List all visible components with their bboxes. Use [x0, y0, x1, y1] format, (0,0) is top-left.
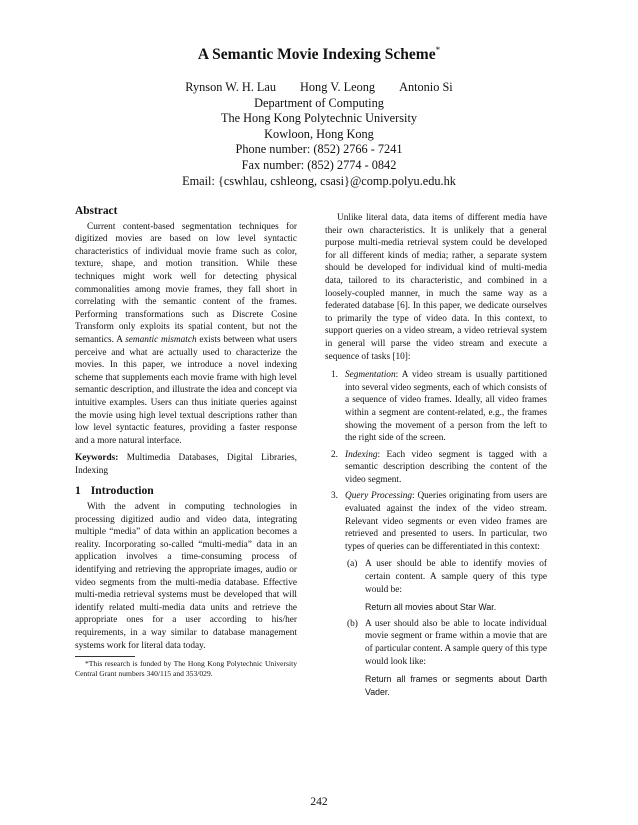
- author-phone: Phone number: (852) 2766 - 7241: [235, 142, 403, 157]
- keywords-label: Keywords:: [75, 453, 119, 464]
- subitem-mark: (a): [347, 559, 358, 570]
- title-text: A Semantic Movie Indexing Scheme: [197, 46, 436, 64]
- author-university: The Hong Kong Polytechnic University: [220, 111, 418, 126]
- right-column: [325, 212, 547, 702]
- abstract-heading: Abstract: [75, 205, 118, 217]
- abstract-emphasis: semantic mismatch: [125, 334, 197, 345]
- sample-query-target: Star War.: [459, 602, 497, 613]
- abstract-text-part: exists between what users perceive and what are actually used to characterize the movies. In this paper, we introduce a novel indexing scheme that supplements each movie frame with high level semantic description, and illustrate the idea and concept via intuitive examples. Users can thus initiate queries against the movie using high level textual descriptions rather than low level syntactic features, providing a faster response and a more natural interface.: [75, 334, 297, 446]
- footnote-rule: [75, 656, 135, 657]
- right-intro-paragraph: Unlike literal data, data items of different media have their own characteristics. It is unlikely that a general purpose multi-media retrieval system could be developed for all different kinds of media; rather, a separate system should be developed for individual kind of multi-media data, tailored to its characteristic, and combined in a loosely-coupled manner, in much the same way as a federated database [6]. In this paper, we dedicate ourselves to primarily the type of video data. In this context, to support queries on a video stream, a video retrieval system in general will parse the video stream and execute a sequence of tasks [10]:: [325, 213, 547, 362]
- sample-query: [365, 673, 547, 698]
- task-item: [325, 369, 547, 445]
- task-text: : Each video segment is tagged with a semantic description describing the content of the video segment.: [345, 449, 547, 485]
- author-name: Hong V. Leong: [300, 80, 376, 94]
- sample-query-text: Return all movies about: [365, 602, 460, 613]
- page-number: 242: [310, 796, 328, 808]
- task-text: : Queries originating from users are evaluated against the index of the video stream. Relevant video segments or even video frames are retrieved and presented to users. In particular, two types of queries can be differentiated in this context:: [345, 491, 547, 552]
- author-department: Department of Computing: [254, 95, 384, 110]
- author-location: Kowloon, Hong Kong: [264, 126, 374, 141]
- task-item: [325, 449, 547, 487]
- introduction-text: With the advent in computing technologies in processing digitized audio and video data, integrating multiple “media” of data within an application becomes a reality. Incorporating so-called “multi-media” data in an application involves a time-consuming process of identifying and retrieving the appropriate images, audio or video segments from the multi-media database. Effective multi-media retrieval systems must be developed that will identify related multi-media data units and retrieve the appropriate ones for a user according to his/her requirements, in a way similar to database management systems work for literal data today.: [75, 502, 297, 651]
- author-names: [0, 80, 638, 96]
- task-number: 2.: [331, 449, 338, 460]
- author-name: Rynson W. H. Lau: [185, 80, 277, 94]
- task-item: [325, 490, 547, 698]
- keywords-text: Multimedia Databases, Digital Libraries, Indexing: [75, 453, 297, 476]
- query-type-item: [345, 618, 547, 699]
- subitem-mark: (b): [347, 618, 358, 629]
- keywords: [75, 452, 297, 477]
- task-list: [325, 369, 547, 698]
- title-footnote-mark: *: [435, 45, 441, 55]
- subitem-text: A user should also be able to locate individual movie segment or frame within a movie that are of particular content. A sample query of this type would look like:: [365, 618, 548, 667]
- task-term: Query Processing: [345, 491, 413, 502]
- footnote: *This research is funded by The Hong Kong Polytechnic University Central Grant numbers 340/115 and 353/029.: [75, 659, 297, 678]
- author-block: [0, 80, 638, 189]
- query-type-list: [345, 558, 547, 698]
- task-term: Indexing: [345, 449, 378, 460]
- query-type-item: [345, 558, 547, 613]
- sample-query-target: Darth Vader.: [365, 674, 547, 697]
- section-number: 1: [75, 484, 81, 498]
- abstract-text-part: Current content-based segmentation techniques for digitized movies are based on low level syntactic characteristics of individual movie frame such as color, texture, shape, and motion transition. While these techniques might work well for detecting physical commonalities among movie frames, they fall short in correlating with the semantic content of the frames. Performing transformations such as Discrete Cosine Transform only exploits its spatial content, but not the semantics. A: [75, 221, 297, 345]
- author-name: Antonio Si: [399, 80, 453, 94]
- author-fax: Fax number: (852) 2774 - 0842: [241, 157, 397, 172]
- task-number: 1.: [331, 370, 338, 381]
- task-text: : A video stream is usually partitioned into several video segments, each of which consists of a sequence of video frames. Ideally, all video frames within a segment are content-related, e.g., the frames showing the movement of a person from the left to the right side of the screen.: [345, 370, 547, 444]
- author-email: Email: {cswhlau, cshleong, csasi}@comp.polyu.edu.hk: [182, 173, 456, 188]
- paper-title: [0, 45, 638, 64]
- task-number: 3.: [331, 491, 338, 502]
- subitem-text: A user should be able to identify movies of certain content. A sample query of this type would be:: [365, 559, 547, 595]
- introduction-heading: [75, 485, 297, 498]
- sample-query-text: Return all frames or segments about: [365, 674, 526, 685]
- task-term: Segmentation: [345, 370, 396, 381]
- sample-query: [365, 601, 547, 614]
- left-column: [75, 205, 297, 678]
- abstract-text: [75, 221, 297, 448]
- section-title: Introduction: [90, 484, 154, 498]
